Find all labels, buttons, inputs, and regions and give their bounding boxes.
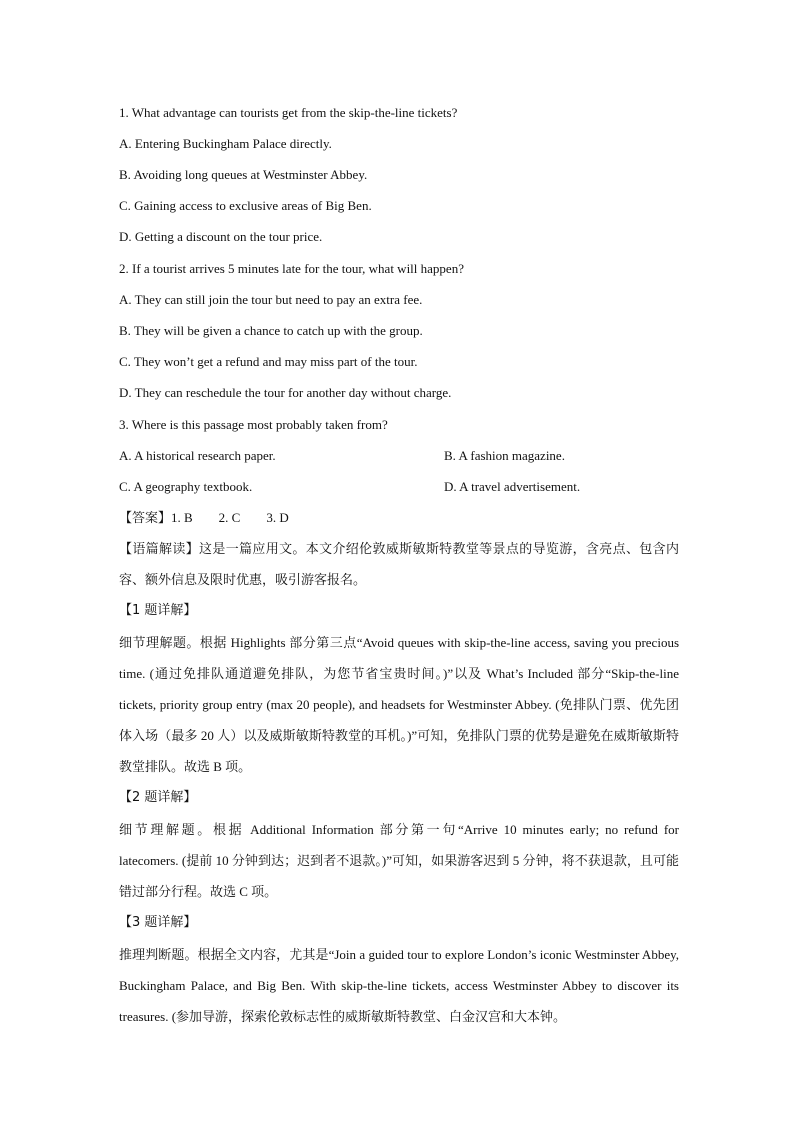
explanation-3-text: 推理判断题。根据全文内容，尤其是“Join a guided tour to explore London’s iconic Westminster Abbey, Buckingham Palace, and Big Ben. With skip-the-line tickets, access Westminster Abbey to discover its treasures. (参加导游，探索伦敦标志性的威斯敏斯特教堂、白金汉宫和大本钟。	[119, 947, 679, 1024]
question-1-option-c: C. Gaining access to exclusive areas of Big Ben.	[119, 198, 372, 213]
question-1-stem: 1. What advantage can tourists get from the skip-the-line tickets?	[119, 105, 458, 120]
explanation-2-text: 细节理解题。根据 Additional Information 部分第一句“Arrive 10 minutes early; no refund for latecomers. (提前 10 分钟到达；迟到者不退款。)”可知，如果游客迟到 5 分钟，将不获退款，且可能错过部分行程。故选 C 项。	[119, 822, 679, 899]
summary-text: 这是一篇应用文。本文介绍伦敦威斯敏斯特教堂等景点的导览游，含亮点、包含内容、额外信息及限时优惠，吸引游客报名。	[119, 542, 679, 588]
summary-paragraph	[119, 534, 679, 596]
question-2-stem: 2. If a tourist arrives 5 minutes late for the tour, what will happen?	[119, 261, 464, 276]
question-3-option-c: C. A geography textbook.	[119, 479, 253, 494]
question-2-option-d: D. They can reschedule the tour for another day without charge.	[119, 385, 452, 400]
question-2-option-b: B. They will be given a chance to catch up with the group.	[119, 323, 423, 338]
question-3-stem: 3. Where is this passage most probably taken from?	[119, 417, 388, 432]
explanation-1-heading: 【1 题详解】	[119, 603, 197, 618]
summary-label: 【语篇解读】	[119, 542, 200, 557]
answer-label: 【答案】	[119, 511, 172, 526]
question-3-option-b: B. A fashion magazine.	[444, 448, 565, 463]
question-1-option-d: D. Getting a discount on the tour price.	[119, 229, 323, 244]
question-1-option-a: A. Entering Buckingham Palace directly.	[119, 136, 332, 151]
explanation-3-heading: 【3 题详解】	[119, 915, 197, 930]
explanation-2-heading: 【2 题详解】	[119, 790, 197, 805]
answer-line	[119, 510, 289, 527]
question-2-option-a: A. They can still join the tour but need to pay an extra fee.	[119, 292, 423, 307]
question-3-option-a: A. A historical research paper.	[119, 448, 276, 463]
question-3-option-d: D. A travel advertisement.	[444, 479, 581, 494]
question-2-option-c: C. They won’t get a refund and may miss part of the tour.	[119, 354, 418, 369]
explanation-1-text: 细节理解题。根据 Highlights 部分第三点“Avoid queues with skip-the-line access, saving you precious time. (通过免排队通道避免排队，为您节省宝贵时间。)”以及 What’s Included 部分“Skip-the-line tickets, priority group entry (max 20 people), and headsets for Westminster Abbey. (免排队门票、优先团体入场（最多 20 人）以及威斯敏斯特教堂的耳机。)”可知，免排队门票的优势是避免在威斯敏斯特教堂排队。故选 B 项。	[119, 635, 679, 774]
answer-values: 1. B 2. C 3. D	[171, 510, 289, 525]
question-1-option-b: B. Avoiding long queues at Westminster Abbey.	[119, 167, 368, 182]
